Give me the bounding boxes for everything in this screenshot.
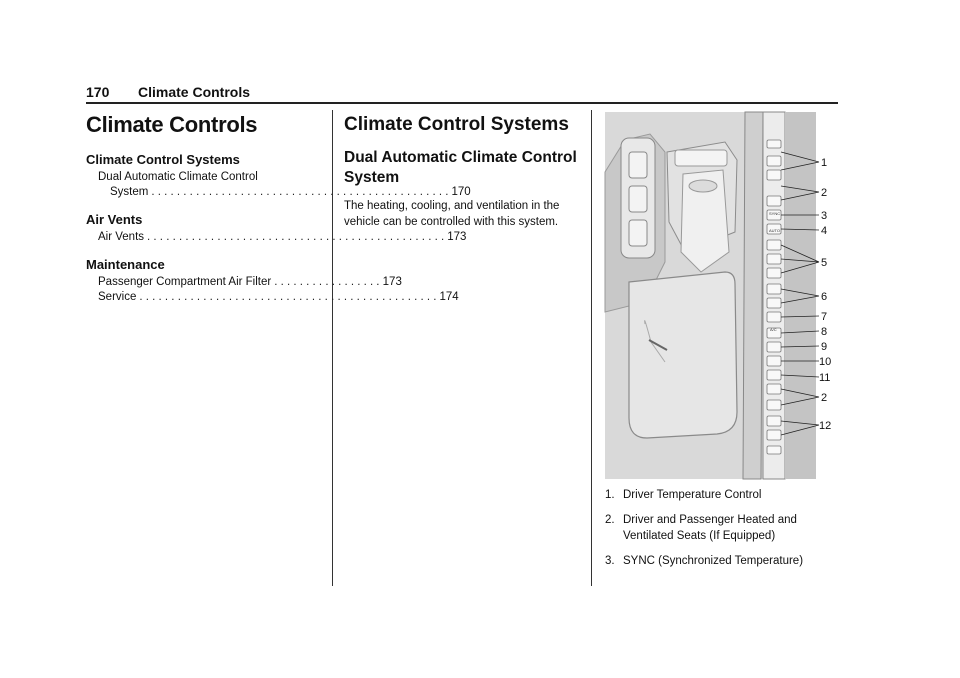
toc-entry[interactable] [86, 185, 471, 200]
selector-switch-3 [629, 220, 647, 246]
list-item [605, 553, 838, 569]
toc-leader-dots: . . . . . . . . . . . . . . . . [274, 276, 374, 288]
callout-6: 6 [821, 291, 828, 303]
selector-switch-1 [629, 152, 647, 178]
list-item [605, 512, 838, 544]
intro-paragraph: The heating, cooling, and ventilation in the vehicle can be controlled with this system. [344, 200, 560, 228]
list-item-number: 2. [605, 514, 615, 526]
list-item-number: 3. [605, 555, 615, 567]
toc-page-number: 174 [439, 291, 459, 303]
toc-entry-label: Passenger Compartment Air Filter [98, 276, 272, 288]
chapter-title: Climate Controls [86, 112, 258, 137]
sync-button-label: SYNC [769, 211, 781, 216]
panel-bezel [743, 112, 763, 479]
callout-8: 8 [821, 326, 828, 338]
selector-switch-2 [629, 186, 647, 212]
list-item-text: Driver Temperature Control [623, 489, 762, 501]
main-column [344, 114, 580, 230]
climate-control-panel-illustration [605, 112, 838, 479]
page-number: 170 [86, 84, 110, 100]
shifter-top [689, 180, 717, 192]
callout-2-lower: 2 [821, 392, 828, 404]
callout-10: 10 [819, 356, 832, 368]
callout-12: 12 [819, 420, 832, 432]
callout-2: 2 [821, 187, 828, 199]
column-divider-1 [332, 110, 333, 586]
auto-button-label: AUTO [769, 228, 781, 233]
toc-entry[interactable] [86, 230, 467, 245]
list-item-text: Driver and Passenger Heated and Ventilated Seats (If Equipped) [623, 514, 797, 542]
toc-entry[interactable] [86, 275, 402, 290]
toc-entry-label: Service [98, 291, 137, 303]
header-rule [86, 102, 838, 104]
list-item-number: 1. [605, 489, 615, 501]
callout-3: 3 [821, 210, 828, 222]
toc-page-number: 170 [451, 186, 471, 198]
callout-legend-list [605, 487, 838, 578]
callout-5: 5 [821, 257, 828, 269]
toc-section-air-vents [86, 212, 467, 245]
callout-11: 11 [819, 372, 831, 384]
toc-heading: Climate Control Systems [86, 152, 240, 167]
callout-7: 7 [821, 311, 828, 323]
subsection-title: Dual Automatic Climate Control System [344, 149, 577, 186]
toc-section-climate-control-systems [86, 152, 471, 200]
toc-entry-line[interactable]: Dual Automatic Climate Control [98, 171, 258, 183]
ac-button-label: A/C [770, 327, 777, 332]
toc-leader-dots: . . . . . . . . . . . . . . . . . . . . . . . . . . . . . . . . . . . . . . . . . . . . . . . [147, 231, 445, 243]
callout-1: 1 [821, 157, 828, 169]
toc-heading: Maintenance [86, 257, 165, 272]
column-divider-2 [591, 110, 592, 586]
toc-page-number: 173 [447, 231, 467, 243]
charging-pad [629, 272, 737, 438]
toc-entry-label: Air Vents [98, 231, 145, 243]
toc-heading: Air Vents [86, 212, 143, 227]
callout-9: 9 [821, 341, 828, 353]
running-title: Climate Controls [138, 84, 251, 100]
toc-entry-label: System [110, 186, 149, 198]
toc-leader-dots: . . . . . . . . . . . . . . . . . . . . . . . . . . . . . . . . . . . . . . . . . . . . . . . [151, 186, 449, 198]
list-item [605, 487, 838, 503]
callout-numbers [819, 157, 831, 432]
toc-leader-dots: . . . . . . . . . . . . . . . . . . . . . . . . . . . . . . . . . . . . . . . . . . . . . . . [139, 291, 437, 303]
shifter-buttons [675, 150, 727, 166]
list-item-text: SYNC (Synchronized Temperature) [623, 555, 804, 567]
section-title: Climate Control Systems [344, 114, 569, 135]
toc-entry[interactable] [86, 290, 459, 305]
toc-section-maintenance [86, 257, 459, 305]
callout-4: 4 [821, 225, 828, 237]
toc-page-number: . 173 [376, 276, 402, 288]
